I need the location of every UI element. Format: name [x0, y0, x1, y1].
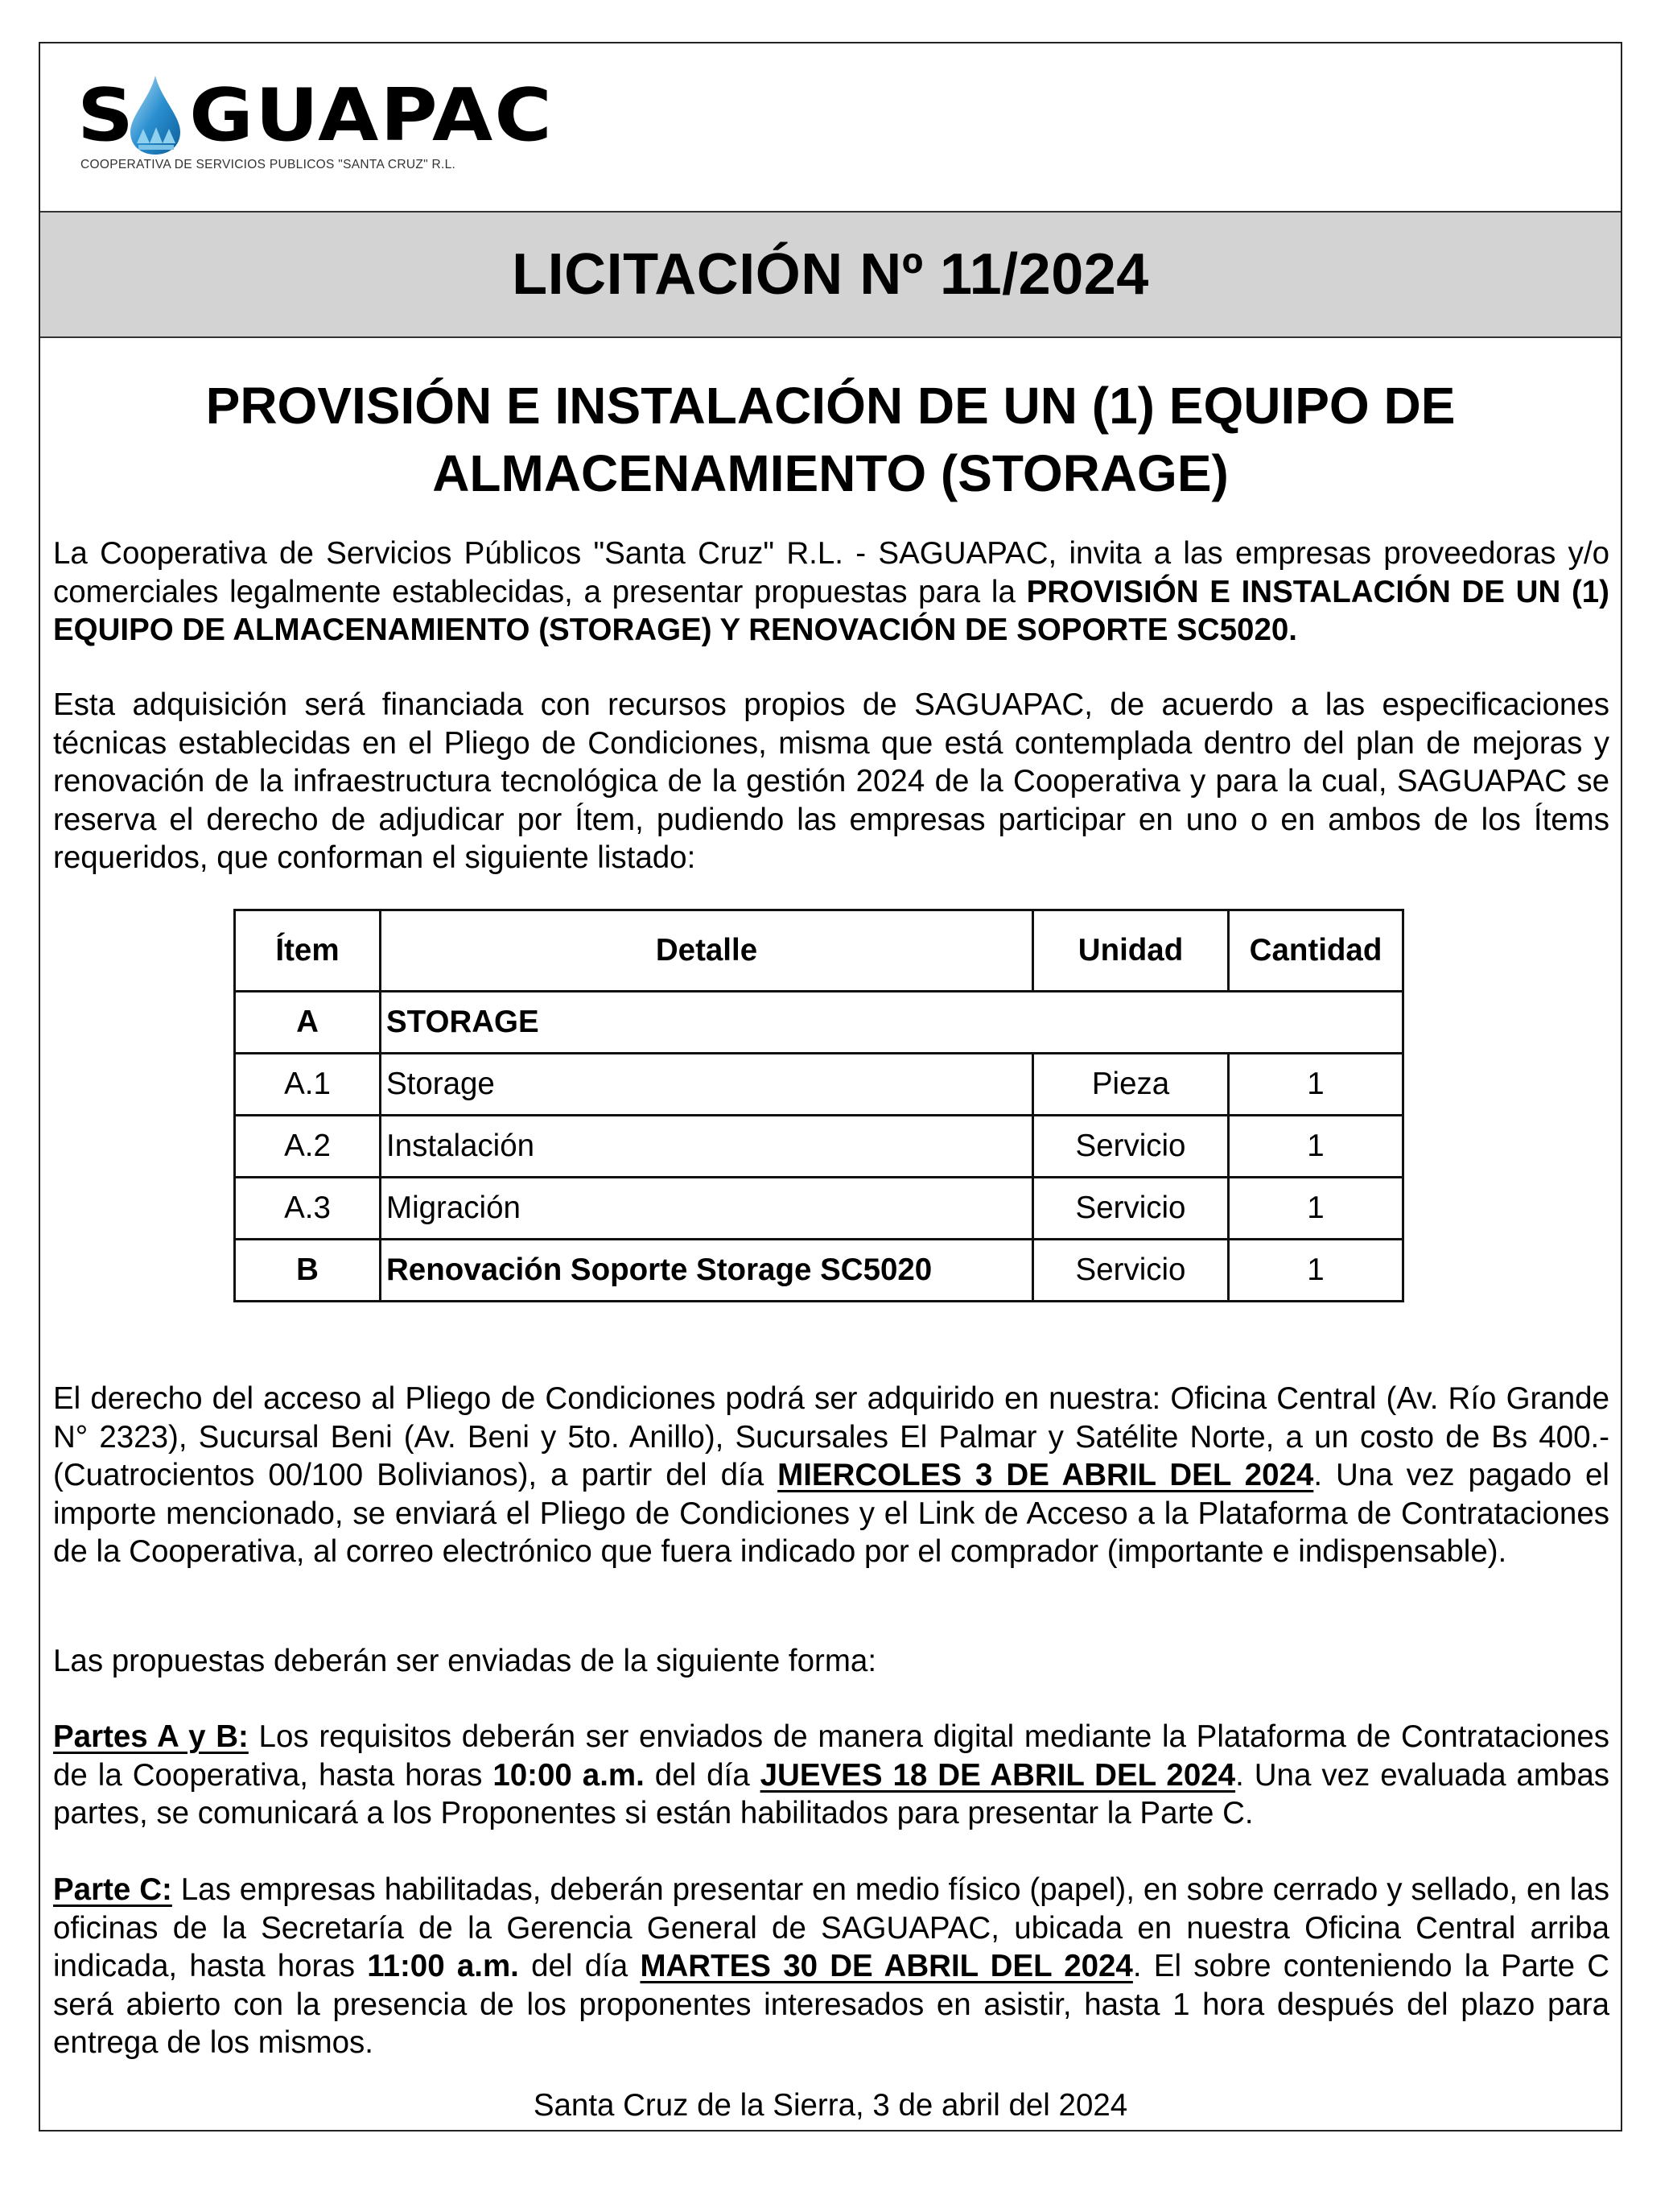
- logo-letters-guapac: GUAPAC: [189, 73, 554, 158]
- tender-title: LICITACIÓN Nº 11/2024: [512, 242, 1149, 307]
- part-c-paragraph: [53, 1871, 1609, 2062]
- cell-unidad: Servicio: [1033, 1240, 1229, 1302]
- cell-unidad: Servicio: [1033, 1178, 1229, 1240]
- access-text-before: El derecho del acceso al Pliego de Condiciones podrá ser adquirido en nuestra: Oficina Central (Av. Río Grande N° 2323), Sucursal Beni (Av. Beni y 5to. Anillo), Sucursales El Palmar y Satélite Norte, a un costo de Bs 400.- (Cuatrocientos 00/100 Bolivianos), a partir del día: [53, 1381, 1609, 1492]
- intro-paragraph: [53, 534, 1609, 650]
- tender-subtitle: [40, 372, 1621, 507]
- saguapac-logo: [77, 73, 554, 175]
- table-row: [235, 1116, 1403, 1178]
- cell-item: A.1: [235, 1054, 381, 1116]
- parts-ab-text-1: Los requisitos deberán ser enviados de manera digital mediante la Plataforma de Contrataciones de la Cooperativa, hasta horas: [53, 1719, 1609, 1793]
- subtitle-line-2: ALMACENAMIENTO (STORAGE): [432, 444, 1229, 502]
- logo-area: [40, 43, 1621, 213]
- table-row-group-a: [235, 992, 1403, 1054]
- table-header-row: [235, 910, 1403, 992]
- parts-ab-text-2: del día: [644, 1757, 760, 1793]
- cell-unidad: Pieza: [1033, 1054, 1229, 1116]
- cell-detalle: Instalación: [381, 1116, 1033, 1178]
- part-c-time: 11:00 a.m.: [367, 1949, 519, 1983]
- submission-intro-text: Las propuestas deberán ser enviadas de la siguiente forma:: [53, 1644, 877, 1678]
- parts-ab-time: 10:00 a.m.: [492, 1757, 645, 1793]
- water-drop-icon: [129, 74, 182, 156]
- parts-ab-paragraph: [53, 1718, 1609, 1833]
- col-header-cantidad: Cantidad: [1229, 910, 1403, 992]
- table-row: [235, 1178, 1403, 1240]
- cell-item: A.3: [235, 1178, 381, 1240]
- document-frame: [39, 42, 1622, 2132]
- access-start-date: MIERCOLES 3 DE ABRIL DEL 2024: [777, 1458, 1314, 1492]
- submission-intro: [53, 1642, 1609, 1681]
- cell-detalle: Migración: [381, 1178, 1033, 1240]
- table-row: [235, 1054, 1403, 1116]
- part-c-text-2: del día: [518, 1949, 641, 1983]
- logo-tagline: COOPERATIVA DE SERVICIOS PUBLICOS "SANTA CRUZ" R.L.: [80, 158, 456, 171]
- cell-item: A: [235, 992, 381, 1054]
- cell-cantidad: 1: [1229, 1054, 1403, 1116]
- cell-cantidad: 1: [1229, 1178, 1403, 1240]
- parts-ab-label: Partes A y B:: [53, 1719, 249, 1754]
- cell-item: B: [235, 1240, 381, 1302]
- access-text-after: . Una vez pagado el importe mencionado, se enviará el Pliego de Condiciones y el Link de Acceso a la Plataforma de Contrataciones de la Cooperativa, al correo electrónico que fuera indicado por el comprador (importante e indispensable).: [53, 1458, 1609, 1569]
- col-header-item: Ítem: [235, 910, 381, 992]
- col-header-unidad: Unidad: [1033, 910, 1229, 992]
- financing-text: Esta adquisición será financiada con recursos propios de SAGUAPAC, de acuerdo a las especificaciones técnicas establecidas en el Pliego de Condiciones, misma que está contemplada dentro del plan de mejoras y renovación de la infraestructura tecnológica de la gestión 2024 de la Cooperativa y para la cual, SAGUAPAC se reserva el derecho de adjudicar por Ítem, pudiendo las empresas participar en uno o en ambos de los Ítems requeridos, que conforman el siguiente listado:: [53, 687, 1609, 875]
- part-c-label: Parte C:: [53, 1872, 172, 1907]
- items-table: [233, 909, 1404, 1302]
- parts-ab-text-3: . Una vez evaluada ambas partes, se comunicará a los Proponentes si están habilitados para presentar la Parte C.: [53, 1757, 1609, 1830]
- part-c-text-1: Las empresas habilitadas, deberán presentar en medio físico (papel), en sobre cerrado y sellado, en las oficinas de la Secretaría de la Gerencia General de SAGUAPAC, ubicada en nuestra Oficina Central arriba indicada, hasta horas: [53, 1872, 1609, 1983]
- logo-letter-s: S: [77, 73, 136, 158]
- subtitle-line-1: PROVISIÓN E INSTALACIÓN DE UN (1) EQUIPO DE: [205, 377, 1456, 435]
- part-c-deadline: MARTES 30 DE ABRIL DEL 2024: [640, 1949, 1133, 1983]
- part-c-text-3: . El sobre conteniendo la Parte C será abierto con la presencia de los proponentes interesados en asistir, hasta 1 hora después del plazo para entrega de los mismos.: [53, 1949, 1609, 2060]
- cell-detalle: STORAGE: [381, 992, 1403, 1054]
- intro-bold-text: PROVISIÓN E INSTALACIÓN DE UN (1) EQUIPO DE ALMACENAMIENTO (STORAGE) Y RENOVACIÓN DE SOPORTE SC5020.: [53, 574, 1610, 647]
- cell-item: A.2: [235, 1116, 381, 1178]
- title-band: [40, 211, 1621, 338]
- table-row-b: [235, 1240, 1403, 1302]
- cell-cantidad: 1: [1229, 1116, 1403, 1178]
- intro-text: La Cooperativa de Servicios Públicos "Santa Cruz" R.L. - SAGUAPAC, invita a las empresas proveedoras y/o comerciales legalmente establecidas, a presentar propuestas para la: [53, 536, 1609, 609]
- cell-detalle: Renovación Soporte Storage SC5020: [381, 1240, 1033, 1302]
- place-date: Santa Cruz de la Sierra, 3 de abril del 2024: [533, 2088, 1128, 2123]
- cell-detalle: Storage: [381, 1054, 1033, 1116]
- access-paragraph: [53, 1380, 1609, 1571]
- parts-ab-deadline: JUEVES 18 DE ABRIL DEL 2024: [760, 1757, 1236, 1793]
- cell-cantidad: 1: [1229, 1240, 1403, 1302]
- col-header-detalle: Detalle: [381, 910, 1033, 992]
- cell-unidad: Servicio: [1033, 1116, 1229, 1178]
- financing-paragraph: [53, 686, 1609, 877]
